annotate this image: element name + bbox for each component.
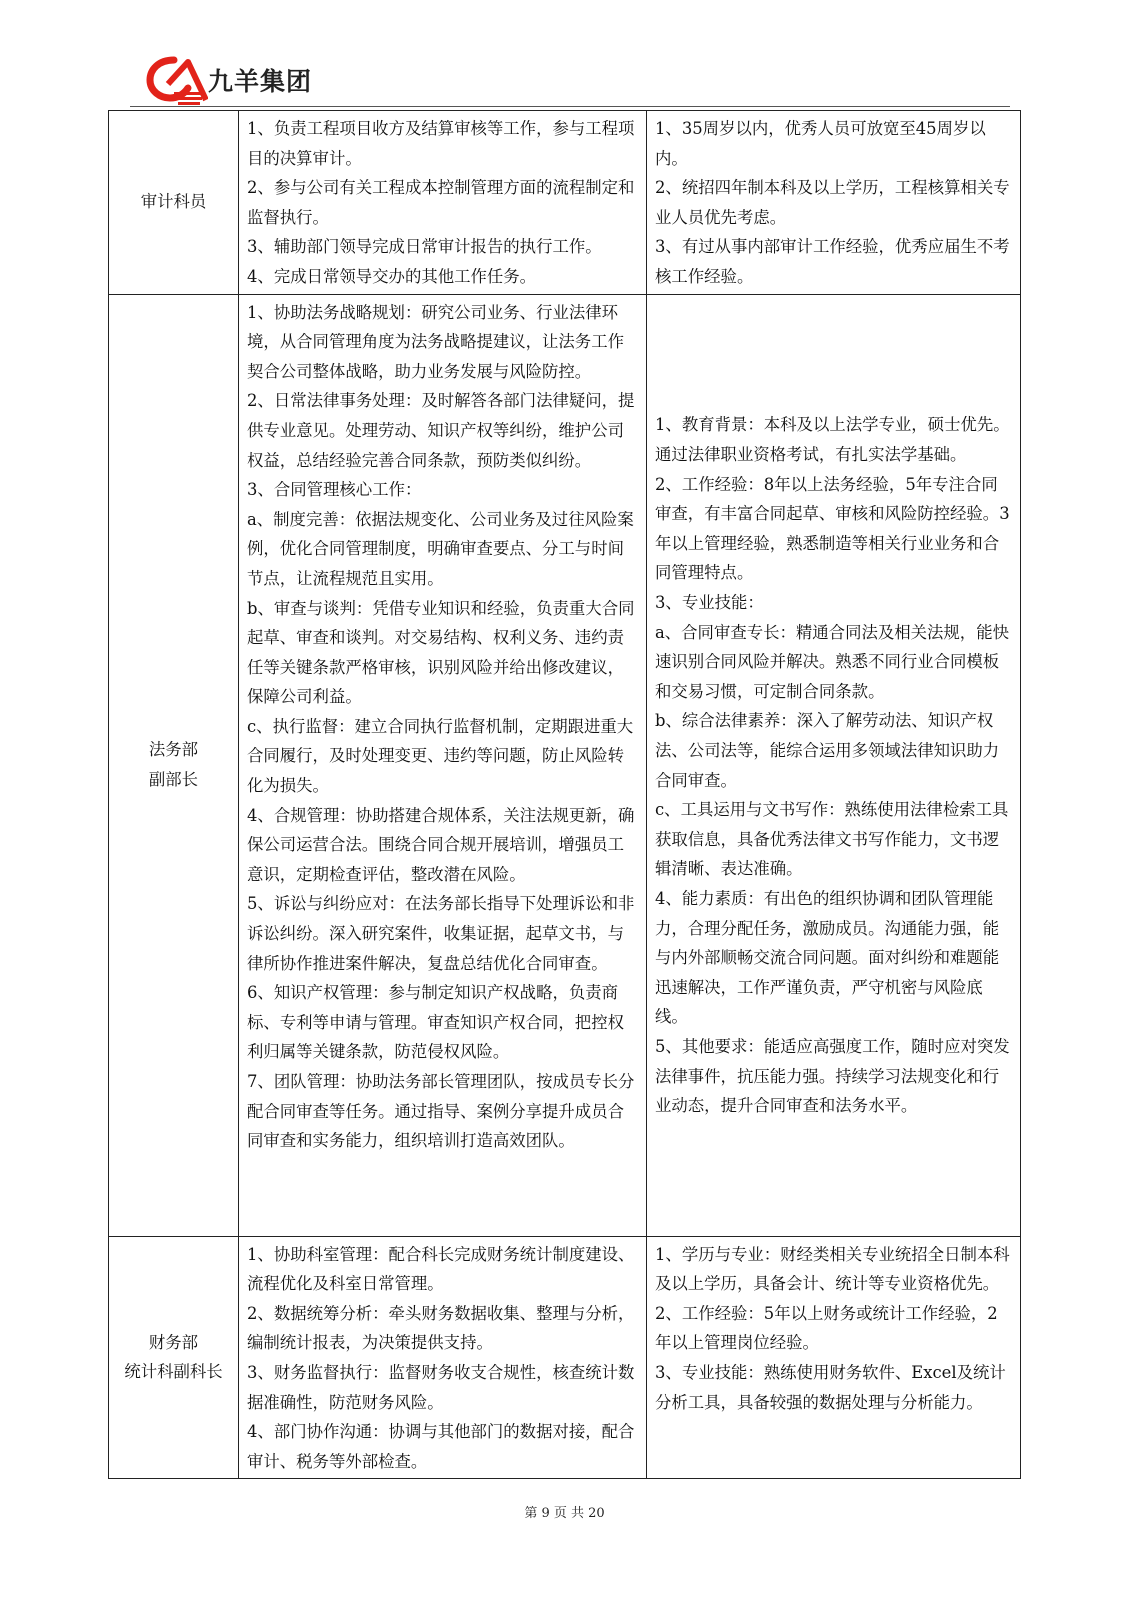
requirements-cell xyxy=(647,294,1021,1236)
duty-item: 1、协助科室管理：配合科长完成财务统计制度建设、流程优化及科室日常管理。 xyxy=(247,1244,635,1294)
position-name: 法务部 xyxy=(148,740,199,760)
table-row xyxy=(109,294,1021,1236)
requirement-item: b、综合法律素养：深入了解劳动法、知识产权法、公司法等，能综合运用多领域法律知识助力合同审查。 xyxy=(655,711,1000,790)
requirement-item: c、工具运用与文书写作：熟练使用法律检索工具获取信息，具备优秀法律文书写作能力，文书逻辑清晰、表达准确。 xyxy=(655,800,1009,879)
requirement-item: 3、专业技能：熟练使用财务软件、Excel及统计分析工具，具备较强的数据处理与分析能力。 xyxy=(655,1362,1006,1412)
duty-item: c、执行监督：建立合同执行监督机制，定期跟进重大合同履行，及时处理变更、违约等问题，防止风险转化为损失。 xyxy=(247,716,634,796)
duty-item: 2、参与公司有关工程成本控制管理方面的流程制定和监督执行。 xyxy=(247,178,635,227)
requirements-cell xyxy=(647,111,1021,295)
duty-item: 2、日常法律事务处理：及时解答各部门法律疑问，提供专业意见。处理劳动、知识产权等纠纷，维护公司权益，总结经验完善合同条款，预防类似纠纷。 xyxy=(247,391,635,470)
duty-item: 6、知识产权管理：参与制定知识产权战略，负责商标、专利等申请与管理。审查知识产权合同，把控权利归属等关键条款，防范侵权风险。 xyxy=(247,983,624,1062)
position-name: 副部长 xyxy=(148,770,199,790)
requirement-item: a、合同审查专长：精通合同法及相关法规，能快速识别合同风险并解决。熟悉不同行业合同模板和交易习惯，可定制合同条款。 xyxy=(655,622,1009,701)
duty-item: 1、协助法务战略规划：研究公司业务、行业法律环境，从合同管理角度为法务战略提建议，让法务工作契合公司整体战略，助力业务发展与风险防控。 xyxy=(247,302,624,381)
company-name: 九羊集团 xyxy=(208,67,313,96)
position-cell xyxy=(109,294,239,1236)
table-row xyxy=(109,1236,1021,1479)
position-cell xyxy=(109,111,239,295)
duty-item: 7、团队管理：协助法务部长管理团队，按成员专长分配合同审查等任务。通过指导、案例分享提升成员合同审查和实务能力，组织培训打造高效团队。 xyxy=(247,1072,635,1151)
duty-item: 4、部门协作沟通：协调与其他部门的数据对接，配合审计、税务等外部检查。 xyxy=(247,1422,635,1471)
duties-cell xyxy=(239,294,647,1236)
duty-item: 5、诉讼与纠纷应对：在法务部长指导下处理诉讼和非诉讼纠纷。深入研究案件，收集证据，起草文书，与律所协作推进案件解决，复盘总结优化合同审查。 xyxy=(247,894,635,973)
requirements-cell xyxy=(647,1236,1021,1479)
duties-cell xyxy=(239,111,647,295)
company-logo xyxy=(144,54,208,110)
requirement-item: 5、其他要求：能适应高强度工作，随时应对突发法律事件，抗压能力强。持续学习法规变化和行业动态，提升合同审查和法务水平。 xyxy=(655,1036,1010,1116)
duty-item: b、审查与谈判：凭借专业知识和经验，负责重大合同起草、审查和谈判。对交易结构、权利义务、违约责任等关键条款严格审核，识别风险并给出修改建议，保障公司利益。 xyxy=(247,598,635,707)
requirement-item: 3、专业技能： xyxy=(655,593,764,612)
requirement-item: 2、工作经验：5年以上财务或统计工作经验，2年以上管理岗位经验。 xyxy=(655,1303,998,1353)
page-number: 第 9 页 共 20 xyxy=(524,1506,605,1521)
duty-item: 3、合同管理核心工作： xyxy=(247,480,422,500)
position-name: 统计科副科长 xyxy=(124,1362,223,1382)
duty-item: a、制度完善：依据法规变化、公司业务及过往风险案例，优化合同管理制度，明确审查要点、分工与时间节点，让流程规范且实用。 xyxy=(247,509,634,588)
page-header xyxy=(130,50,1010,108)
requirement-item: 1、35周岁以内，优秀人员可放宽至45周岁以内。 xyxy=(655,119,986,168)
duty-item: 3、财务监督执行：监督财务收支合规性，核查统计数据准确性，防范财务风险。 xyxy=(247,1362,635,1412)
requirement-item: 3、有过从事内部审计工作经验，优秀应届生不考核工作经验。 xyxy=(655,237,1010,286)
position-name: 财务部 xyxy=(148,1332,199,1352)
requirement-item: 1、教育背景：本科及以上法学专业，硕士优先。通过法律职业资格考试，有扎实法学基础。 xyxy=(655,415,1010,465)
duty-item: 3、辅助部门领导完成日常审计报告的执行工作。 xyxy=(247,237,602,257)
requirement-item: 4、能力素质：有出色的组织协调和团队管理能力，合理分配任务，激励成员。沟通能力强，能与内外部顺畅交流合同问题。面对纠纷和难题能迅速解决，工作严谨负责，严守机密与风险底线。 xyxy=(655,888,1000,1027)
job-table xyxy=(108,110,1021,1479)
requirement-item: 2、统招四年制本科及以上学历，工程核算相关专业人员优先考虑。 xyxy=(655,178,1010,227)
requirement-item: 2、工作经验：8年以上法务经验，5年专注合同审查，有丰富合同起草、审核和风险防控经验。3年以上管理经验，熟悉制造等相关行业业务和合同管理特点。 xyxy=(655,474,1010,583)
duty-item: 4、完成日常领导交办的其他工作任务。 xyxy=(247,266,537,286)
duty-item: 1、负责工程项目收方及结算审核等工作，参与工程项目的决算审计。 xyxy=(247,119,635,168)
position-name: 审计科员 xyxy=(140,192,207,212)
duty-item: 4、合规管理：协助搭建合规体系，关注法规更新，确保公司运营合法。围绕合同合规开展培训，增强员工意识，定期检查评估，整改潜在风险。 xyxy=(247,805,635,884)
header-divider xyxy=(130,106,1010,107)
position-cell xyxy=(109,1236,239,1479)
duties-cell xyxy=(239,1236,647,1479)
requirement-item: 1、学历与专业：财经类相关专业统招全日制本科及以上学历，具备会计、统计等专业资格优先。 xyxy=(655,1244,1010,1294)
table-row xyxy=(109,111,1021,295)
duty-item: 2、数据统筹分析：牵头财务数据收集、整理与分析，编制统计报表，为决策提供支持。 xyxy=(247,1303,635,1353)
